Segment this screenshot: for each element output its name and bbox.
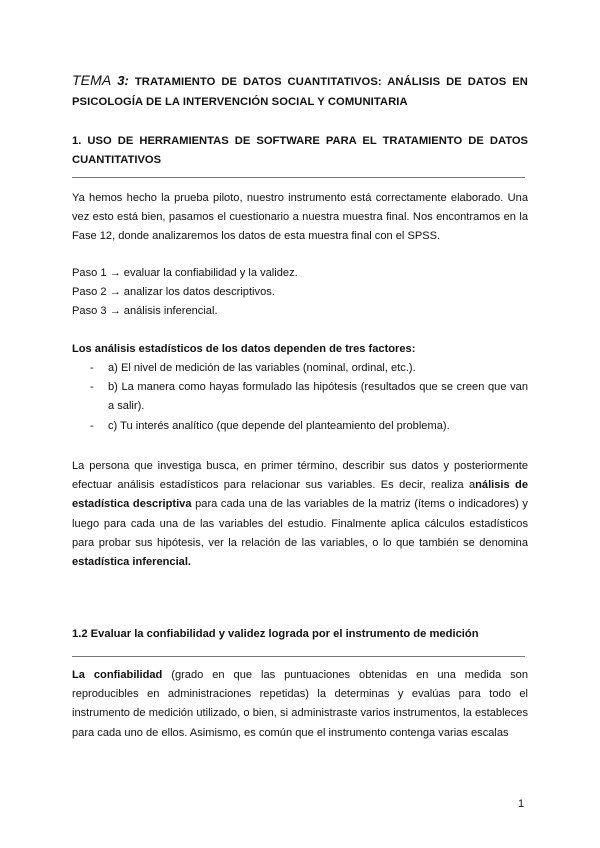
steps-list — [72, 264, 528, 321]
section-1-heading: 1. USO DE HERRAMIENTAS DE SOFTWARE PARA EL TRATAMIENTO DE DATOS CUANTITATIVOS — [72, 135, 528, 166]
section-1-2-heading: 1.2 Evaluar la confiabilidad y validez lograda por el instrumento de medición — [72, 628, 479, 640]
step-item: Paso 1 → evaluar la confiabilidad y la validez. — [72, 267, 298, 279]
title-text: TRATAMIENTO DE DATOS CUANTITATIVOS: ANÁLISIS DE DATOS EN PSICOLOGÍA DE LA INTERVENCIÓN SOCIAL Y COMUNITARIA — [72, 76, 528, 108]
step-item: Paso 2 → analizar los datos descriptivos. — [72, 286, 275, 298]
para-text: para cada una de las variables de la matriz (ítems o indicadores) y luego para cada una de las variables del estudio. Finalmente aplica cálculos estadísticos para probar sus hipótesis, ver la relación de las variables, o lo que también se denomina — [72, 498, 528, 549]
factors-heading: Los análisis estadísticos de los datos dependen de tres factores: — [72, 343, 416, 355]
list-item: - a) El nivel de medición de las variables (nominal, ordinal, etc.). — [90, 362, 416, 374]
descriptive-stats-term: nálisis de estadística descriptiva — [72, 479, 528, 511]
para-text: La persona que investiga busca, en primer término, describir sus datos y posteriormente efectuar análisis estadísticos para relacionar sus variables. Es decir, realiza a — [72, 460, 528, 492]
step-item: Paso 3 → análisis inferencial. — [72, 305, 218, 317]
factor-text: c) Tu interés analítico (que depende del planteamiento del problema). — [108, 419, 450, 432]
factor-text: a) El nivel de medición de las variables (nominal, ordinal, etc.). — [108, 362, 416, 374]
factor-text: b) La manera como hayas formulado las hipótesis (resultados que se creen que van a salir). — [108, 381, 528, 413]
tema-label: TEMA — [72, 72, 112, 88]
section-1-intro: Ya hemos hecho la prueba piloto, nuestro instrumento está correctamente elaborado. Una vez esto está bien, pasamos el cuestionario a nuestra muestra final. Nos encontramos en la Fase 12, donde analizaremos los datos de esta muestra final con el SPSS. — [72, 192, 528, 243]
list-item: - c) Tu interés analítico (que depende del planteamiento del problema). — [90, 419, 450, 432]
reliability-term: La confiabilidad — [72, 669, 163, 681]
tema-number: 3: — [117, 73, 129, 88]
section-1-2-divider — [72, 656, 525, 657]
inferential-stats-term: estadística inferencial. — [72, 556, 192, 569]
section-1-divider — [72, 177, 525, 178]
analysis-paragraph — [72, 457, 528, 572]
list-item: - b) La manera como hayas formulado las hipótesis (resultados que se creen que van a salir). — [90, 381, 528, 413]
factors-list — [72, 359, 528, 436]
reliability-paragraph — [72, 666, 528, 743]
document-title — [72, 70, 528, 112]
para-text: (grado en que las puntuaciones obtenidas en una medida son reproducibles en administraciones repetidas) la determinas y evalúas para todo el instrumento de medición utilizado, o bien, si administraste varios instrumentos, la estableces para cada uno de ellos. Asimismo, es común que el instrumento contenga varias escalas — [72, 669, 529, 739]
page-number: 1 — [518, 798, 525, 810]
